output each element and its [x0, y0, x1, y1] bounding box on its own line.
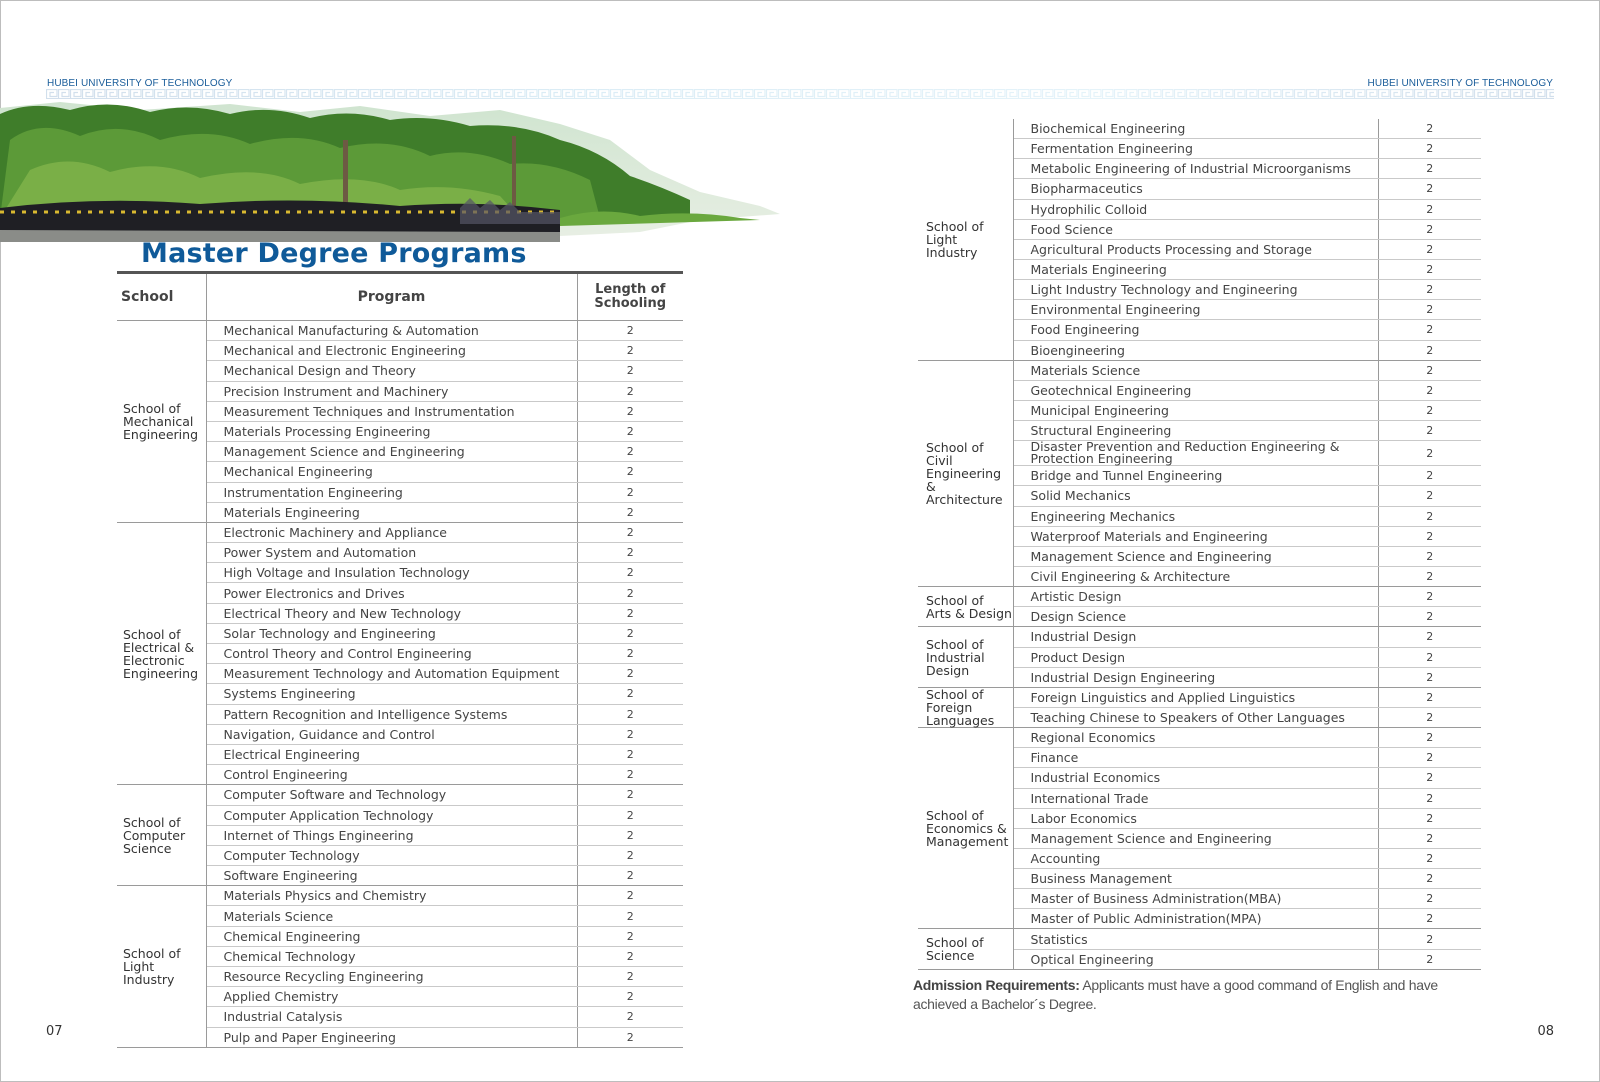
program-name: Civil Engineering & Architecture — [1013, 566, 1378, 586]
program-name: Pulp and Paper Engineering — [206, 1027, 577, 1047]
program-name: Power Electronics and Drives — [206, 583, 577, 603]
program-name: Management Science and Engineering — [206, 442, 577, 462]
program-name: Metabolic Engineering of Industrial Microorganisms — [1013, 159, 1378, 179]
schooling-length: 2 — [577, 623, 683, 643]
schooling-length: 2 — [577, 522, 683, 542]
schooling-length: 2 — [1378, 546, 1481, 566]
program-name: Mechanical Manufacturing & Automation — [206, 321, 577, 341]
column-header-length: Length of Schooling — [577, 274, 683, 321]
school-name: School of Mechanical Engineering — [117, 321, 206, 523]
program-name: Computer Technology — [206, 845, 577, 865]
schooling-length: 2 — [577, 805, 683, 825]
schooling-length: 2 — [577, 704, 683, 724]
schooling-length: 2 — [1378, 627, 1481, 647]
program-name: Optical Engineering — [1013, 949, 1378, 969]
school-name: School of Light Industry — [918, 119, 1013, 360]
column-header-program: Program — [206, 274, 577, 321]
schooling-length: 2 — [1378, 587, 1481, 607]
schooling-length: 2 — [577, 543, 683, 563]
schooling-length: 2 — [577, 1027, 683, 1047]
program-name: Environmental Engineering — [1013, 300, 1378, 320]
program-name: Municipal Engineering — [1013, 400, 1378, 420]
program-name: Electrical Engineering — [206, 744, 577, 764]
program-name: Mechanical Engineering — [206, 462, 577, 482]
program-name: Business Management — [1013, 869, 1378, 889]
schooling-length: 2 — [1378, 340, 1481, 360]
schooling-length: 2 — [577, 906, 683, 926]
school-name: School of Foreign Languages — [918, 687, 1013, 727]
program-name: Management Science and Engineering — [1013, 546, 1378, 566]
schooling-length: 2 — [577, 1007, 683, 1027]
schooling-length: 2 — [1378, 119, 1481, 139]
schooling-length: 2 — [577, 603, 683, 623]
schooling-length: 2 — [577, 886, 683, 906]
schooling-length: 2 — [1378, 949, 1481, 969]
university-header-right: HUBEI UNIVERSITY OF TECHNOLOGY — [1367, 78, 1553, 89]
schooling-length: 2 — [1378, 486, 1481, 506]
program-name: Solar Technology and Engineering — [206, 623, 577, 643]
program-name: Structural Engineering — [1013, 421, 1378, 441]
school-name: School of Science — [918, 929, 1013, 969]
school-name: School of Light Industry — [117, 886, 206, 1048]
schooling-length: 2 — [1378, 707, 1481, 727]
schooling-length: 2 — [577, 421, 683, 441]
table-row — [918, 687, 1481, 707]
schooling-length: 2 — [1378, 179, 1481, 199]
table-row — [918, 728, 1481, 748]
schooling-length: 2 — [1378, 768, 1481, 788]
program-name: Computer Software and Technology — [206, 785, 577, 805]
program-name: Mechanical Design and Theory — [206, 361, 577, 381]
schooling-length: 2 — [577, 462, 683, 482]
schooling-length: 2 — [577, 401, 683, 421]
schooling-length: 2 — [577, 361, 683, 381]
meander-border — [46, 89, 1554, 99]
program-name: Chemical Technology — [206, 946, 577, 966]
program-name: International Trade — [1013, 788, 1378, 808]
schooling-length: 2 — [1378, 360, 1481, 380]
program-name: Computer Application Technology — [206, 805, 577, 825]
program-name: Industrial Design — [1013, 627, 1378, 647]
page-number-left: 07 — [46, 1024, 63, 1039]
program-name: Measurement Technology and Automation Equipment — [206, 664, 577, 684]
program-name: Control Engineering — [206, 765, 577, 785]
program-name: Product Design — [1013, 647, 1378, 667]
programs-table-left — [117, 274, 683, 1048]
table-row — [117, 785, 683, 805]
schooling-length: 2 — [1378, 159, 1481, 179]
schooling-length: 2 — [1378, 421, 1481, 441]
program-name: Materials Processing Engineering — [206, 421, 577, 441]
program-name: Disaster Prevention and Reduction Engineering & Protection Engineering — [1013, 441, 1378, 466]
schooling-length: 2 — [1378, 526, 1481, 546]
schooling-length: 2 — [577, 866, 683, 886]
schooling-length: 2 — [1378, 889, 1481, 909]
program-name: Statistics — [1013, 929, 1378, 949]
program-name: Applied Chemistry — [206, 987, 577, 1007]
program-name: High Voltage and Insulation Technology — [206, 563, 577, 583]
table-row — [918, 587, 1481, 607]
schooling-length: 2 — [1378, 219, 1481, 239]
table-row — [117, 321, 683, 341]
program-name: Design Science — [1013, 607, 1378, 627]
schooling-length: 2 — [577, 442, 683, 462]
program-name: Biochemical Engineering — [1013, 119, 1378, 139]
program-name: Systems Engineering — [206, 684, 577, 704]
schooling-length: 2 — [577, 583, 683, 603]
schooling-length: 2 — [577, 967, 683, 987]
schooling-length: 2 — [577, 502, 683, 522]
schooling-length: 2 — [1378, 869, 1481, 889]
schooling-length: 2 — [1378, 808, 1481, 828]
table-row — [117, 886, 683, 906]
table-row — [918, 627, 1481, 647]
program-name: Industrial Catalysis — [206, 1007, 577, 1027]
schooling-length: 2 — [1378, 259, 1481, 279]
program-name: Chemical Engineering — [206, 926, 577, 946]
program-name: Waterproof Materials and Engineering — [1013, 526, 1378, 546]
page-title: Master Degree Programs — [141, 238, 527, 269]
program-name: Master of Business Administration(MBA) — [1013, 889, 1378, 909]
program-name: Engineering Mechanics — [1013, 506, 1378, 526]
schooling-length: 2 — [577, 785, 683, 805]
program-name: Foreign Linguistics and Applied Linguistics — [1013, 687, 1378, 707]
program-name: Solid Mechanics — [1013, 486, 1378, 506]
schooling-length: 2 — [1378, 300, 1481, 320]
schooling-length: 2 — [577, 825, 683, 845]
program-name: Management Science and Engineering — [1013, 828, 1378, 848]
schooling-length: 2 — [1378, 667, 1481, 687]
program-name: Software Engineering — [206, 866, 577, 886]
program-name: Control Theory and Control Engineering — [206, 644, 577, 664]
schooling-length: 2 — [1378, 566, 1481, 586]
schooling-length: 2 — [1378, 848, 1481, 868]
program-name: Labor Economics — [1013, 808, 1378, 828]
schooling-length: 2 — [1378, 466, 1481, 486]
school-name: School of Economics & Management — [918, 728, 1013, 929]
table-row — [117, 522, 683, 542]
program-name: Resource Recycling Engineering — [206, 967, 577, 987]
schooling-length: 2 — [577, 946, 683, 966]
schooling-length: 2 — [577, 926, 683, 946]
schooling-length: 2 — [577, 664, 683, 684]
schooling-length: 2 — [577, 381, 683, 401]
program-name: Industrial Economics — [1013, 768, 1378, 788]
schooling-length: 2 — [1378, 239, 1481, 259]
school-name: School of Civil Engineering & Architecture — [918, 360, 1013, 586]
column-header-school: School — [117, 274, 206, 321]
program-name: Industrial Design Engineering — [1013, 667, 1378, 687]
program-name: Navigation, Guidance and Control — [206, 724, 577, 744]
school-name: School of Industrial Design — [918, 627, 1013, 687]
schooling-length: 2 — [1378, 139, 1481, 159]
program-name: Measurement Techniques and Instrumentation — [206, 401, 577, 421]
schooling-length: 2 — [577, 724, 683, 744]
schooling-length: 2 — [1378, 728, 1481, 748]
schooling-length: 2 — [577, 845, 683, 865]
program-name: Internet of Things Engineering — [206, 825, 577, 845]
schooling-length: 2 — [1378, 929, 1481, 949]
schooling-length: 2 — [577, 341, 683, 361]
program-name: Bridge and Tunnel Engineering — [1013, 466, 1378, 486]
schooling-length: 2 — [1378, 909, 1481, 929]
schooling-length: 2 — [577, 563, 683, 583]
school-name: School of Computer Science — [117, 785, 206, 886]
schooling-length: 2 — [577, 644, 683, 664]
program-name: Agricultural Products Processing and Storage — [1013, 239, 1378, 259]
program-name: Master of Public Administration(MPA) — [1013, 909, 1378, 929]
program-name: Light Industry Technology and Engineering — [1013, 280, 1378, 300]
schooling-length: 2 — [1378, 687, 1481, 707]
program-name: Precision Instrument and Machinery — [206, 381, 577, 401]
program-name: Bioengineering — [1013, 340, 1378, 360]
program-name: Teaching Chinese to Speakers of Other Languages — [1013, 707, 1378, 727]
schooling-length: 2 — [577, 684, 683, 704]
program-name: Artistic Design — [1013, 587, 1378, 607]
program-name: Materials Physics and Chemistry — [206, 886, 577, 906]
table-row — [918, 929, 1481, 949]
table-row — [918, 360, 1481, 380]
program-name: Food Science — [1013, 219, 1378, 239]
program-name: Biopharmaceutics — [1013, 179, 1378, 199]
schooling-length: 2 — [1378, 788, 1481, 808]
program-name: Instrumentation Engineering — [206, 482, 577, 502]
program-name: Accounting — [1013, 848, 1378, 868]
program-name: Electronic Machinery and Appliance — [206, 522, 577, 542]
university-header-left: HUBEI UNIVERSITY OF TECHNOLOGY — [47, 78, 233, 89]
program-name: Power System and Automation — [206, 543, 577, 563]
admission-label: Admission Requirements: — [913, 977, 1080, 993]
admission-requirements — [913, 976, 1483, 1014]
schooling-length: 2 — [1378, 441, 1481, 466]
schooling-length: 2 — [1378, 506, 1481, 526]
program-name: Regional Economics — [1013, 728, 1378, 748]
table-header-row — [117, 274, 683, 321]
page-number-right: 08 — [1537, 1024, 1554, 1039]
program-name: Materials Engineering — [206, 502, 577, 522]
schooling-length: 2 — [577, 744, 683, 764]
schooling-length: 2 — [577, 482, 683, 502]
program-name: Pattern Recognition and Intelligence Systems — [206, 704, 577, 724]
program-name: Materials Engineering — [1013, 259, 1378, 279]
program-name: Materials Science — [1013, 360, 1378, 380]
school-name: School of Electrical & Electronic Engineering — [117, 522, 206, 784]
program-name: Finance — [1013, 748, 1378, 768]
program-name: Geotechnical Engineering — [1013, 380, 1378, 400]
schooling-length: 2 — [1378, 380, 1481, 400]
programs-table-right — [918, 119, 1481, 970]
schooling-length: 2 — [1378, 828, 1481, 848]
program-name: Mechanical and Electronic Engineering — [206, 341, 577, 361]
schooling-length: 2 — [577, 987, 683, 1007]
schooling-length: 2 — [1378, 748, 1481, 768]
admission-text: Applicants must have a good command of English and have achieved a Bachelor´s Degree. — [913, 977, 1438, 1012]
schooling-length: 2 — [1378, 647, 1481, 667]
schooling-length: 2 — [577, 765, 683, 785]
schooling-length: 2 — [1378, 199, 1481, 219]
schooling-length: 2 — [1378, 320, 1481, 340]
program-name: Food Engineering — [1013, 320, 1378, 340]
schooling-length: 2 — [1378, 607, 1481, 627]
schooling-length: 2 — [1378, 280, 1481, 300]
program-name: Electrical Theory and New Technology — [206, 603, 577, 623]
program-name: Fermentation Engineering — [1013, 139, 1378, 159]
schooling-length: 2 — [1378, 400, 1481, 420]
schooling-length: 2 — [577, 321, 683, 341]
campus-graduation-photo — [0, 100, 780, 242]
school-name: School of Arts & Design — [918, 587, 1013, 627]
table-row — [918, 119, 1481, 139]
program-name: Materials Science — [206, 906, 577, 926]
program-name: Hydrophilic Colloid — [1013, 199, 1378, 219]
